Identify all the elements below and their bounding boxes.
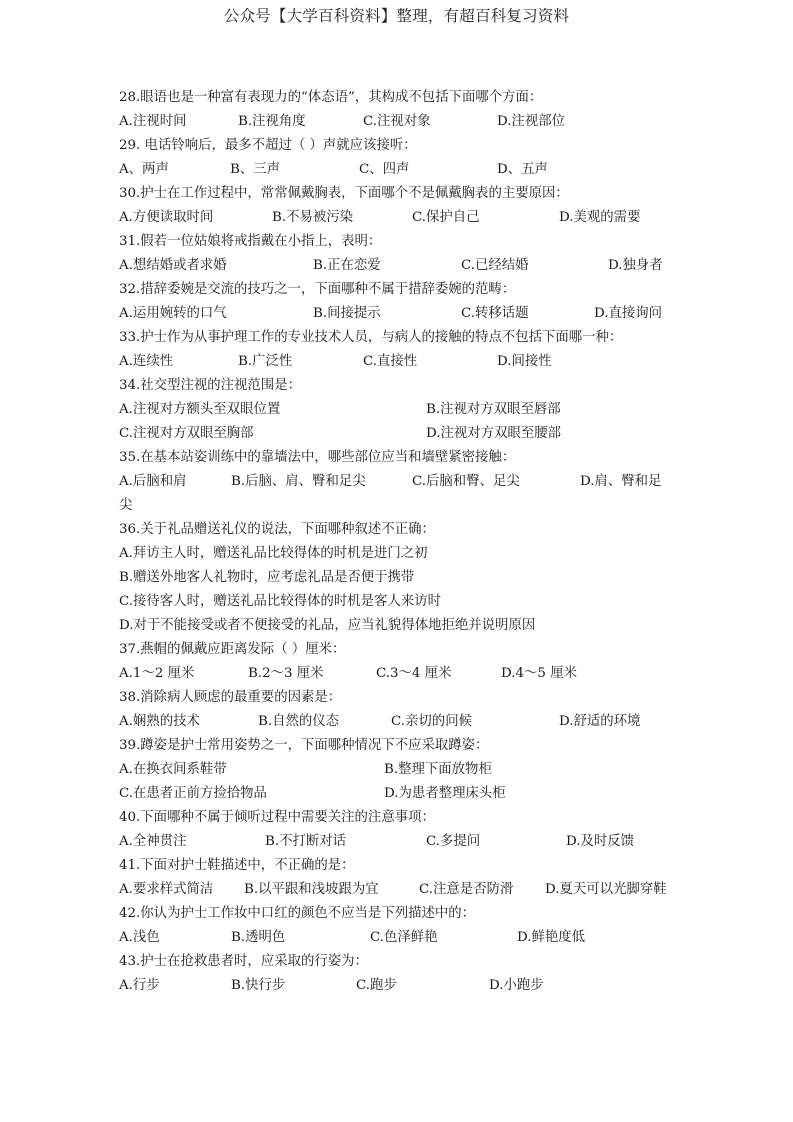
option-35-a: A.后脑和肩 xyxy=(119,474,187,489)
option-39-a: A.在换衣间系鞋带 xyxy=(119,762,227,777)
options-43 xyxy=(119,974,679,998)
question-36: 36.关于礼品赠送礼仪的说法，下面哪种叙述不正确： xyxy=(119,522,435,537)
options-35 xyxy=(119,470,679,494)
options-32 xyxy=(119,302,679,326)
option-39-b: B.整理下面放物柜 xyxy=(384,762,492,777)
question-29: 29. 电话铃响后，最多不超过（ ）声就应该接听： xyxy=(119,138,417,153)
option-34-d: D.注视对方双眼至腰部 xyxy=(426,426,562,441)
question-32: 32.措辞委婉是交流的技巧之一，下面哪种不属于措辞委婉的范畴： xyxy=(119,282,516,297)
option-31-b: B.正在恋爱 xyxy=(313,258,381,273)
option-32-b: B.间接提示 xyxy=(313,306,381,321)
option-33-b: B.广泛性 xyxy=(238,354,293,369)
question-list xyxy=(119,86,679,998)
options-42 xyxy=(119,926,679,950)
option-33-d: D.间接性 xyxy=(497,354,552,369)
question-41: 41.下面对护士鞋描述中，不正确的是： xyxy=(119,858,355,873)
option-42-c: C.色泽鲜艳 xyxy=(370,930,438,945)
question-34: 34.社交型注视的注视范围是： xyxy=(119,378,301,393)
option-31-a: A.想结婚或者求婚 xyxy=(119,258,227,273)
options-39-row2 xyxy=(119,782,679,806)
option-29-b: B、三声 xyxy=(230,162,281,177)
option-35-c: C.后脑和臀、足尖 xyxy=(412,474,520,489)
option-30-c: C.保护自己 xyxy=(412,210,480,225)
options-38 xyxy=(119,710,679,734)
option-32-c: C.转移话题 xyxy=(461,306,529,321)
option-41-d: D.夏天可以光脚穿鞋 xyxy=(545,882,667,897)
option-39-d: D.为患者整理床头柜 xyxy=(384,786,506,801)
option-35-d: D.肩、臀和足 xyxy=(580,474,662,489)
option-34-a: A.注视对方额头至双眼位置 xyxy=(119,402,281,417)
options-34-row1 xyxy=(119,398,679,422)
question-37: 37.燕帽的佩戴应距离发际（ ）厘米： xyxy=(119,642,346,657)
question-31: 31.假若一位姑娘将戒指戴在小指上，表明： xyxy=(119,234,382,249)
options-37 xyxy=(119,662,679,686)
option-43-b: B.快行步 xyxy=(231,978,286,993)
option-28-d: D.注视部位 xyxy=(497,114,566,129)
option-43-c: C.跑步 xyxy=(356,978,397,993)
option-41-a: A.要求样式简洁 xyxy=(119,882,214,897)
option-28-c: C.注视对象 xyxy=(363,114,431,129)
question-40: 40.下面哪种不属于倾听过程中需要关注的注意事项： xyxy=(119,810,435,825)
option-28-a: A.注视时间 xyxy=(119,114,187,129)
question-42: 42.你认为护士工作妆中口红的颜色不应当是下列描述中的： xyxy=(119,906,476,921)
options-34-row2 xyxy=(119,422,679,446)
option-37-c: C.3～4 厘米 xyxy=(376,666,452,681)
option-36-c: C.接待客人时，赠送礼品比较得体的时机是客人来访时 xyxy=(119,594,442,609)
option-30-d: D.美观的需要 xyxy=(559,210,641,225)
option-42-b: B.透明色 xyxy=(231,930,286,945)
option-31-d: D.独身者 xyxy=(608,258,663,273)
option-40-b: B.不打断对话 xyxy=(265,834,347,849)
option-35-b: B.后脑、肩、臀和足尖 xyxy=(231,474,366,489)
option-38-c: C.亲切的问候 xyxy=(391,714,472,729)
option-40-c: C.多提问 xyxy=(426,834,481,849)
options-40 xyxy=(119,830,679,854)
option-34-b: B.注视对方双眼至唇部 xyxy=(426,402,561,417)
option-38-a: A.娴熟的技术 xyxy=(119,714,200,729)
option-37-a: A.1～2 厘米 xyxy=(119,666,195,681)
option-33-c: C.直接性 xyxy=(363,354,418,369)
option-34-c: C.注视对方双眼至胸部 xyxy=(119,426,254,441)
option-40-a: A.全神贯注 xyxy=(119,834,187,849)
question-39: 39.蹲姿是护士常用姿势之一，下面哪种情况下不应采取蹲姿： xyxy=(119,738,489,753)
option-29-a: A、两声 xyxy=(119,162,169,177)
options-30 xyxy=(119,206,679,230)
option-36-b: B.赠送外地客人礼物时，应考虑礼品是否便于携带 xyxy=(119,570,415,585)
option-30-a: A.方便读取时间 xyxy=(119,210,214,225)
option-33-a: A.连续性 xyxy=(119,354,174,369)
page-header: 公众号【大学百科资料】整理，有超百科复习资料 xyxy=(223,7,570,25)
option-30-b: B.不易被污染 xyxy=(272,210,354,225)
option-32-d: D.直接询问 xyxy=(594,306,663,321)
option-36-a: A.拜访主人时，赠送礼品比较得体的时机是进门之初 xyxy=(119,546,428,561)
question-38: 38.消除病人顾虑的最重要的因素是： xyxy=(119,690,342,705)
option-28-b: B.注视角度 xyxy=(238,114,306,129)
option-29-d: D、五声 xyxy=(497,162,548,177)
question-43: 43.护士在抢救患者时，应采取的行姿为： xyxy=(119,954,368,969)
options-33 xyxy=(119,350,679,374)
options-39-row1 xyxy=(119,758,679,782)
option-37-d: D.4～5 厘米 xyxy=(501,666,577,681)
option-32-a: A.运用婉转的口气 xyxy=(119,306,227,321)
question-33: 33.护士作为从事护理工作的专业技术人员，与病人的接触的特点不包括下面哪一种： xyxy=(119,330,623,345)
option-41-c: C.注意是否防滑 xyxy=(419,882,514,897)
question-28: 28.眼语也是一种富有表现力的“体态语”，其构成不包括下面哪个方面： xyxy=(119,90,543,105)
question-30: 30.护士在工作过程中，常常佩戴胸表，下面哪个不是佩戴胸表的主要原因： xyxy=(119,186,569,201)
options-35-wrap: 尖 xyxy=(119,498,133,513)
option-37-b: B.2～3 厘米 xyxy=(248,666,324,681)
option-41-b: B.以平跟和浅坡跟为宜 xyxy=(244,882,379,897)
option-43-a: A.行步 xyxy=(119,978,160,993)
option-38-d: D.舒适的环境 xyxy=(559,714,641,729)
options-31 xyxy=(119,254,679,278)
option-39-c: C.在患者正前方捡拾物品 xyxy=(119,786,267,801)
option-38-b: B.自然的仪态 xyxy=(258,714,340,729)
option-43-d: D.小跑步 xyxy=(489,978,544,993)
option-31-c: C.已经结婚 xyxy=(461,258,529,273)
option-29-c: C、四声 xyxy=(359,162,410,177)
option-40-d: D.及时反馈 xyxy=(566,834,635,849)
option-42-d: D.鲜艳度低 xyxy=(517,930,586,945)
options-29 xyxy=(119,158,679,182)
options-41 xyxy=(119,878,679,902)
option-36-d: D.对于不能接受或者不便接受的礼品，应当礼貌得体地拒绝并说明原因 xyxy=(119,618,536,633)
option-42-a: A.浅色 xyxy=(119,930,160,945)
options-28 xyxy=(119,110,679,134)
question-35: 35.在基本站姿训练中的靠墙法中，哪些部位应当和墙壁紧密接触： xyxy=(119,450,516,465)
